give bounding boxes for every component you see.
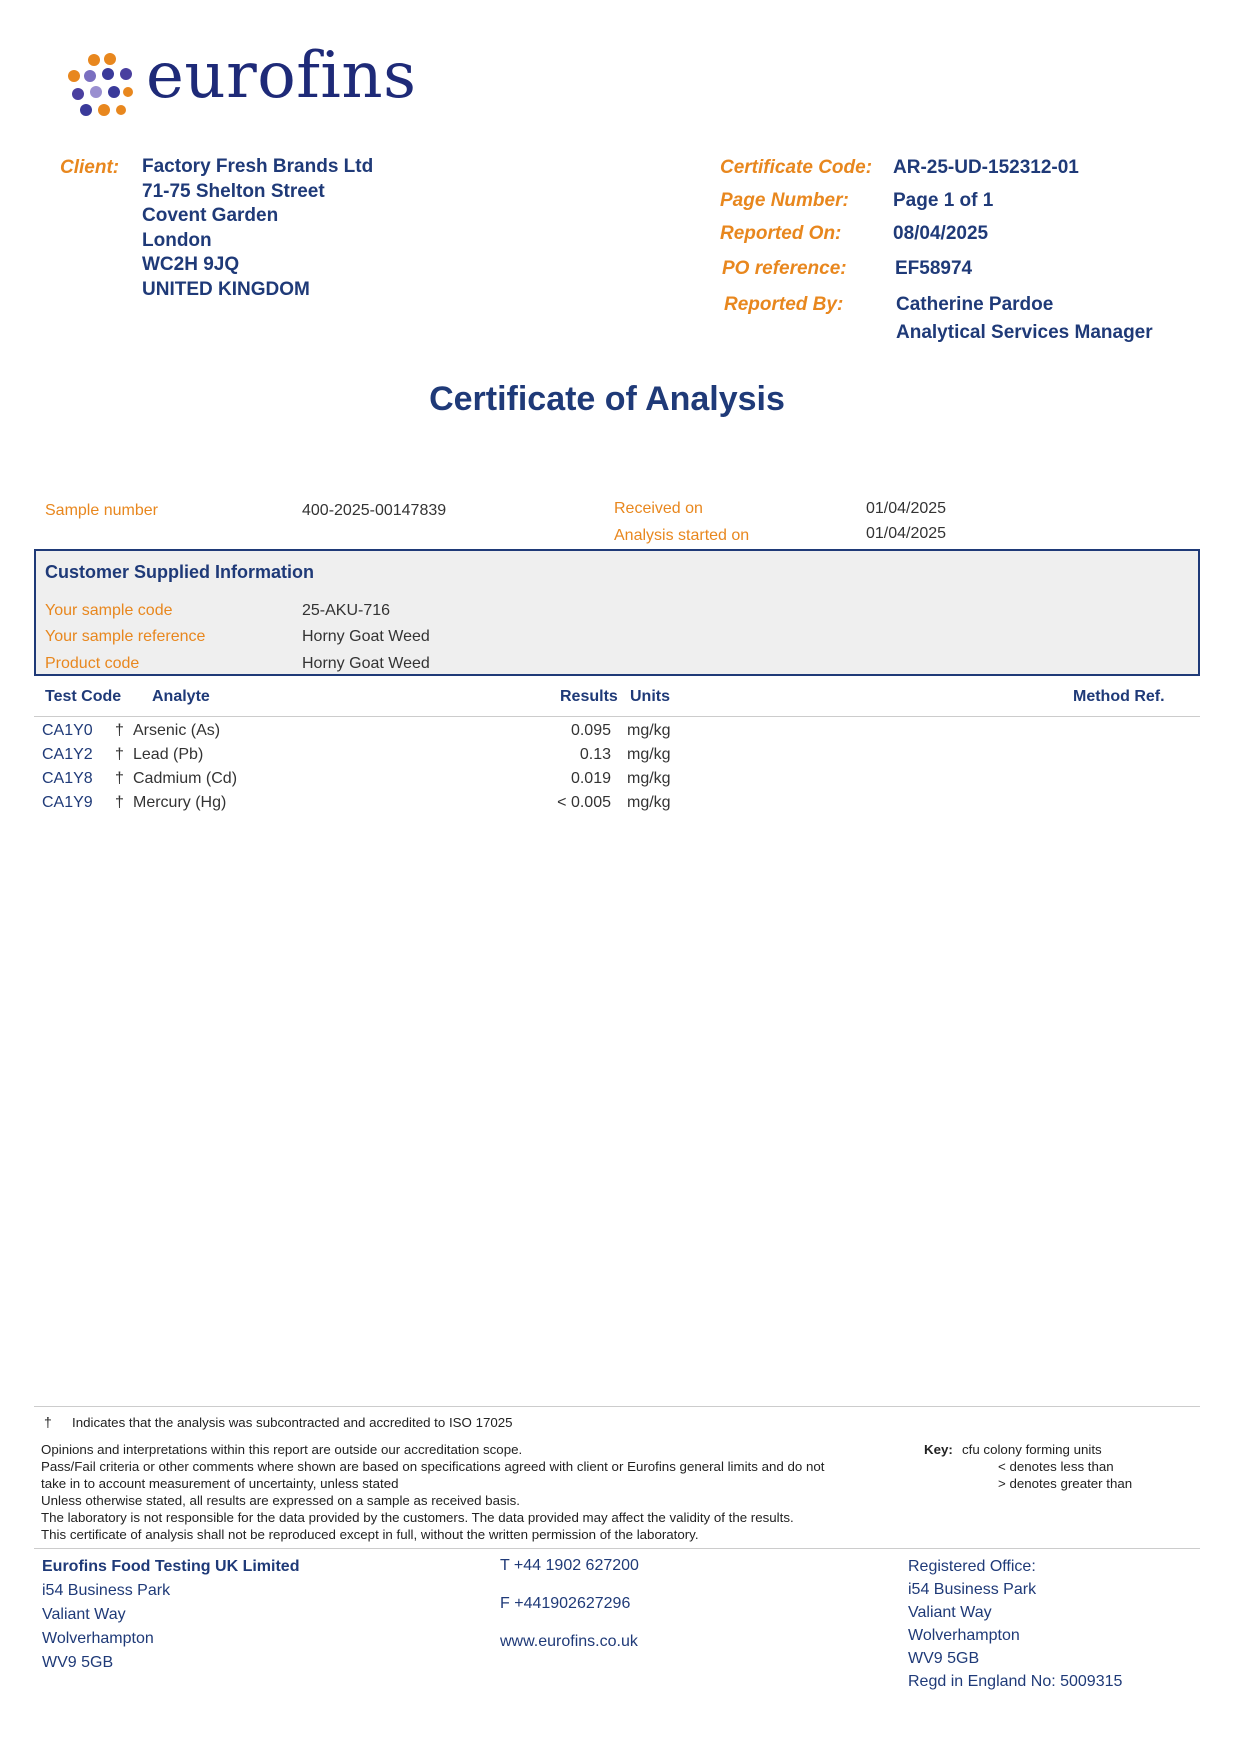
client-city: London bbox=[142, 229, 212, 251]
page-number-label: Page Number: bbox=[720, 190, 849, 211]
footnote-mark: † bbox=[44, 1414, 52, 1430]
result-value: < 0.005 bbox=[557, 794, 611, 811]
result-unit: mg/kg bbox=[627, 722, 671, 739]
po-reference-label: PO reference: bbox=[722, 258, 847, 279]
disclaimer-block bbox=[41, 1441, 824, 1543]
test-code: CA1Y2 bbox=[42, 746, 93, 763]
client-postcode: WC2H 9JQ bbox=[142, 254, 240, 275]
analysis-started-label: Analysis started on bbox=[614, 527, 750, 544]
footnote-text: Indicates that the analysis was subcontracted and accredited to ISO 17025 bbox=[72, 1415, 513, 1430]
reported-by-label: Reported By: bbox=[724, 294, 844, 315]
disclaimer-line: Pass/Fail criteria or other comments where shown are based on specifications agreed with client or Eurofins general limits and do not bbox=[41, 1459, 825, 1474]
address-line: i54 Business Park bbox=[42, 1582, 171, 1599]
result-unit: mg/kg bbox=[627, 770, 671, 787]
product-code-value: Horny Goat Weed bbox=[302, 655, 430, 672]
table-row bbox=[0, 746, 1240, 770]
reported-on-value: 08/04/2025 bbox=[893, 223, 989, 244]
registered-line: i54 Business Park bbox=[908, 1581, 1037, 1598]
certificate-code-value: AR-25-UD-152312-01 bbox=[893, 157, 1079, 178]
client-district: Covent Garden bbox=[142, 205, 279, 226]
analyte-name: Mercury (Hg) bbox=[133, 794, 227, 811]
client-country: UNITED KINGDOM bbox=[142, 278, 310, 300]
table-row bbox=[0, 794, 1240, 818]
disclaimer-line: take in to account measurement of uncertainty, unless stated bbox=[41, 1476, 399, 1491]
sample-code-label: Your sample code bbox=[45, 602, 173, 619]
col-header-analyte: Analyte bbox=[152, 688, 210, 705]
key-label: Key: bbox=[924, 1442, 953, 1457]
client-street: 71-75 Shelton Street bbox=[142, 180, 325, 202]
result-unit: mg/kg bbox=[627, 794, 671, 811]
col-header-results: Results bbox=[560, 688, 618, 705]
key-line: < denotes less than bbox=[998, 1459, 1114, 1474]
analyte-name: Cadmium (Cd) bbox=[133, 770, 238, 787]
disclaimer-line: Opinions and interpretations within this report are outside our accreditation scope. bbox=[41, 1442, 523, 1457]
reported-on-label: Reported On: bbox=[720, 223, 842, 244]
client-address bbox=[142, 155, 373, 302]
fax-number: F +441902627296 bbox=[500, 1595, 631, 1612]
subcontracted-mark: † bbox=[115, 794, 124, 811]
analyte-name: Arsenic (As) bbox=[133, 722, 221, 739]
table-row bbox=[0, 770, 1240, 794]
registered-line: Registered Office: bbox=[908, 1558, 1036, 1575]
client-name: Factory Fresh Brands Ltd bbox=[142, 156, 374, 177]
col-header-units: Units bbox=[630, 688, 670, 705]
subcontracted-mark: † bbox=[115, 746, 124, 763]
result-value: 0.019 bbox=[570, 770, 611, 787]
col-header-method-ref: Method Ref. bbox=[1073, 688, 1165, 705]
received-on-label: Received on bbox=[614, 500, 703, 517]
subcontracted-mark: † bbox=[115, 722, 124, 739]
disclaimer-line: Unless otherwise stated, all results are expressed on a sample as received basis. bbox=[41, 1493, 520, 1508]
sample-reference-label: Your sample reference bbox=[45, 628, 206, 645]
registered-line: Valiant Way bbox=[908, 1604, 992, 1621]
sample-number-value: 400-2025-00147839 bbox=[302, 502, 447, 519]
table-header-divider bbox=[34, 716, 1200, 717]
company-name: Eurofins Food Testing UK Limited bbox=[42, 1558, 300, 1575]
analysis-started-value: 01/04/2025 bbox=[866, 525, 947, 542]
page-title: Certificate of Analysis bbox=[429, 380, 785, 418]
product-code-label: Product code bbox=[45, 655, 140, 672]
registered-line: Regd in England No: 5009315 bbox=[908, 1673, 1123, 1690]
certificate-code-label: Certificate Code: bbox=[720, 157, 873, 178]
address-line: Valiant Way bbox=[42, 1606, 126, 1623]
registered-line: Wolverhampton bbox=[908, 1627, 1020, 1644]
test-code: CA1Y8 bbox=[42, 770, 93, 787]
result-unit: mg/kg bbox=[627, 746, 671, 763]
website-link[interactable]: www.eurofins.co.uk bbox=[500, 1633, 638, 1650]
customer-info-title: Customer Supplied Information bbox=[45, 562, 315, 582]
address-line: Wolverhampton bbox=[42, 1630, 154, 1647]
company-address bbox=[42, 1555, 299, 1675]
test-code: CA1Y9 bbox=[42, 794, 93, 811]
page-number-value: Page 1 of 1 bbox=[893, 190, 994, 211]
result-value: 0.095 bbox=[570, 722, 611, 739]
sample-number-label: Sample number bbox=[45, 502, 158, 519]
sample-reference-value: Horny Goat Weed bbox=[302, 628, 430, 645]
reported-by-name: Catherine Pardoe bbox=[896, 294, 1054, 315]
phone-number: T +44 1902 627200 bbox=[500, 1557, 639, 1574]
table-row bbox=[0, 722, 1240, 746]
received-on-value: 01/04/2025 bbox=[866, 500, 947, 517]
subcontracted-mark: † bbox=[115, 770, 124, 787]
col-header-test-code: Test Code bbox=[45, 688, 122, 705]
footnote-divider bbox=[34, 1406, 1200, 1407]
registered-line: WV9 5GB bbox=[908, 1650, 980, 1667]
client-label: Client: bbox=[60, 157, 120, 178]
test-code: CA1Y0 bbox=[42, 722, 93, 739]
sample-code-value: 25-AKU-716 bbox=[302, 602, 391, 619]
key-line: > denotes greater than bbox=[998, 1476, 1133, 1491]
po-reference-value: EF58974 bbox=[895, 258, 973, 279]
result-value: 0.13 bbox=[579, 746, 611, 763]
eurofins-logo-icon bbox=[66, 52, 136, 122]
disclaimer-line: This certificate of analysis shall not be reproduced except in full, without the written permission of the laboratory. bbox=[41, 1527, 699, 1542]
eurofins-logo-text: eurofins bbox=[146, 39, 417, 113]
analyte-name: Lead (Pb) bbox=[133, 746, 204, 763]
key-line: cfu colony forming units bbox=[962, 1442, 1102, 1457]
disclaimer-line: The laboratory is not responsible for the data provided by the customers. The data provided may affect the validity of the results. bbox=[41, 1510, 794, 1525]
address-line: WV9 5GB bbox=[42, 1654, 114, 1671]
reported-by-role: Analytical Services Manager bbox=[896, 322, 1153, 343]
registered-office bbox=[908, 1555, 1122, 1693]
footer-divider bbox=[34, 1548, 1200, 1549]
